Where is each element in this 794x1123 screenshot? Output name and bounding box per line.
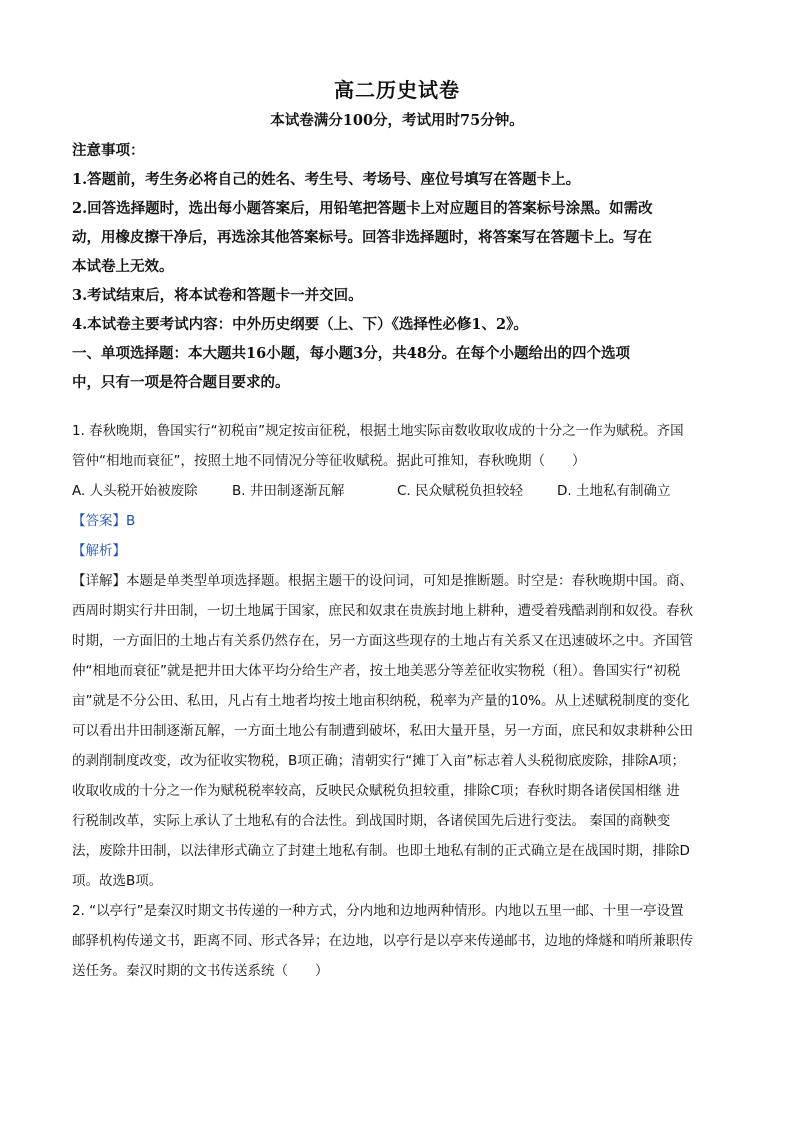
analysis-line: 项。故选B项。	[72, 873, 163, 889]
option-d: D. 土地私有制确立	[557, 483, 671, 499]
question-2-stem: 送任务。秦汉时期的文书传送系统（ ）	[72, 963, 329, 979]
analysis-line: 收取收成的十分之一作为赋税税率较高，反映民众赋税负担较重，排除C项；春秋时期各诸侯国相继 进	[72, 783, 680, 799]
answer-label: 【答案】B	[72, 513, 136, 529]
notice-section	[72, 136, 722, 397]
question-stem: 管仲“相地而衰征”，按照土地不同情况分等征收赋税。据此可推知，春秋晚期（ ）	[72, 453, 586, 469]
analysis-line: 西周时期实行井田制，一切土地属于国家，庶民和奴隶在贵族封地上耕种，遭受着残酷剥削和奴役。春秋	[72, 603, 693, 619]
question-1	[72, 416, 722, 986]
notice-heading: 注意事项：	[72, 142, 145, 159]
analysis-line: 仲“相地而衰征”就是把井田大体平均分给生产者，按土地美恶分等差征收实物税（租）。鲁国实行“初税	[72, 663, 681, 679]
analysis-line: 时期，一方面旧的土地占有关系仍然存在，另一方面这些现存的土地占有关系又在迅速破坏之中。齐国管	[72, 633, 693, 649]
option-b: B. 井田制逐渐瓦解	[232, 483, 345, 499]
analysis-line: 行税制改革，实际上承认了土地私有的合法性。到战国时期，各诸侯国先后进行变法。 秦国的商鞅变	[72, 813, 671, 829]
option-a: A. 人头税开始被废除	[72, 483, 198, 499]
page-title: 高二历史试卷	[334, 78, 460, 102]
analysis-line: 法，废除井田制，以法律形式确立了封建土地私有制。也即土地私有制的正式确立是在战国时期，排除D	[72, 843, 690, 859]
notice-line: 本试卷上无效。	[72, 258, 174, 275]
notice-line: 4.本试卷主要考试内容：中外历史纲要（上、下）《选择性必修1、2》。	[72, 316, 528, 333]
question-options	[72, 476, 722, 506]
exam-subtitle: 本试卷满分100分，考试用时75分钟。	[270, 112, 524, 129]
section-heading: 中，只有一项是符合题目要求的。	[72, 374, 290, 391]
analysis-label: 【解析】	[72, 543, 126, 559]
question-2-stem: 邮驿机构传递文书，距离不同、形式各异；在边地，以亭行是以亭来传递邮书，边地的烽燧和哨所兼职传	[72, 933, 693, 949]
analysis-line: 可以看出井田制逐渐瓦解，一方面土地公有制遭到破坏，私田大量开垦，另一方面，庶民和奴隶耕种公田	[72, 723, 693, 739]
section-heading: 一、单项选择题：本大题共16小题，每小题3分，共48分。在每个小题给出的四个选项	[72, 345, 630, 362]
notice-line: 2.回答选择题时，选出每小题答案后，用铅笔把答题卡上对应题目的答案标号涂黑。如需改	[72, 200, 653, 217]
analysis-line: 【详解】本题是单类型单项选择题。根据主题干的设问词，可知是推断题。时空是：春秋晚期中国。商、	[72, 573, 693, 589]
option-c: C. 民众赋税负担较轻	[397, 483, 524, 499]
notice-line: 1.答题前，考生务必将自己的姓名、考生号、考场号、座位号填写在答题卡上。	[72, 171, 581, 188]
analysis-line: 的剥削制度改变，改为征收实物税，B项正确；清朝实行“摊丁入亩”标志着人头税彻底废除，排除A项；	[72, 753, 685, 769]
notice-line: 3.考试结束后，将本试卷和答题卡一并交回。	[72, 287, 363, 304]
notice-line: 动，用橡皮擦干净后，再选涂其他答案标号。回答非选择题时，将答案写在答题卡上。写在	[72, 229, 652, 246]
question-2-stem: 2. “以亭行”是秦汉时期文书传递的一种方式，分内地和边地两种情形。内地以五里一邮、十里一亭设置	[72, 903, 684, 919]
question-stem: 1. 春秋晚期，鲁国实行“初税亩”规定按亩征税，根据土地实际亩数收取收成的十分之一作为赋税。齐国	[72, 423, 684, 439]
analysis-line: 亩”就是不分公田、私田，凡占有土地者均按土地亩积纳税，税率为产量的10%。从上述赋税制度的变化	[72, 693, 690, 709]
